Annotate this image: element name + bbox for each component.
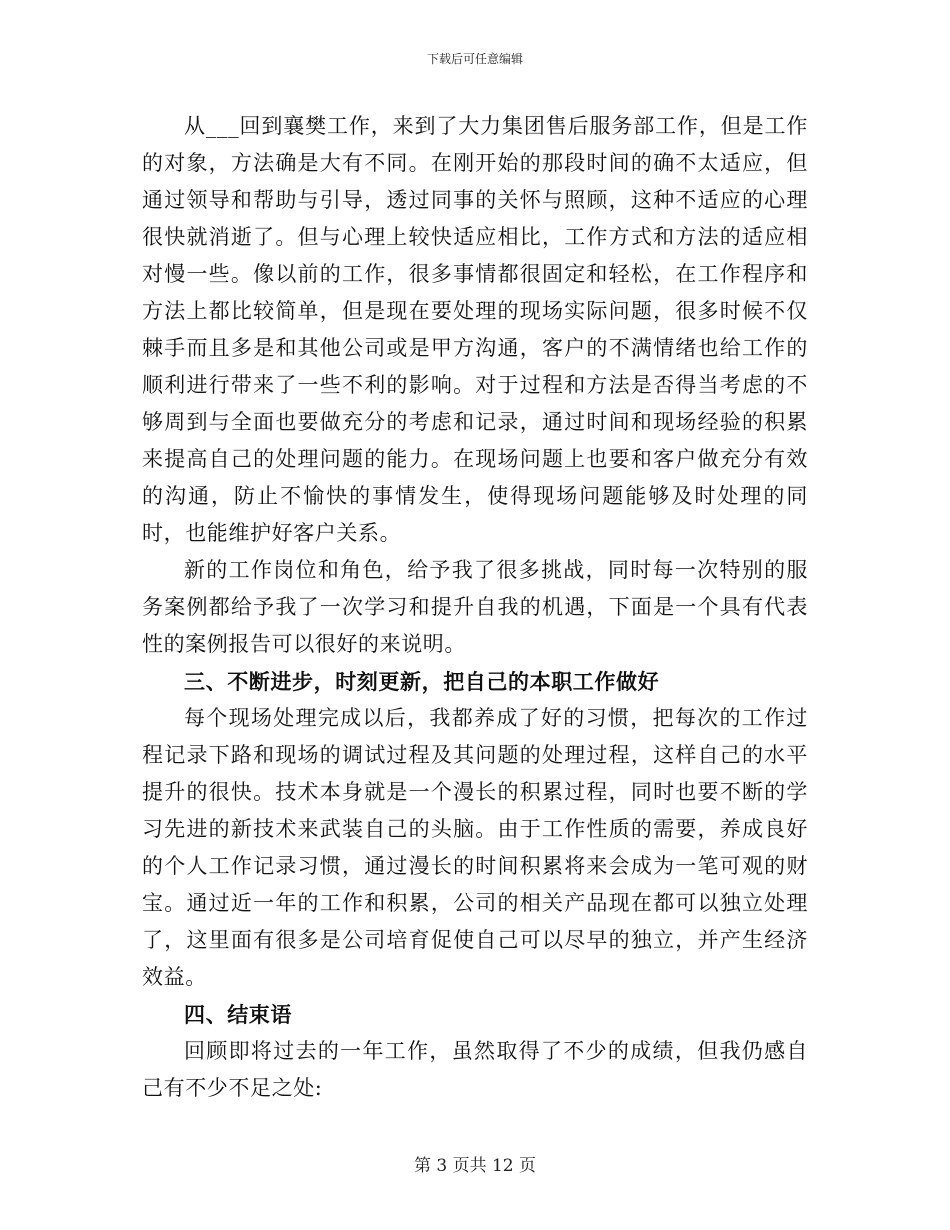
paragraph-work-adaptation: 从___回到襄樊工作，来到了大力集团售后服务部工作，但是工作的对象，方法确是大有不同。在刚开始的那段时间的确不太适应，但通过领导和帮助与引导，透过同事的关怀与照顾，这种不适应的心理很快就消逝了。但与心理上较快适应相比，工作方式和方法的适应相对慢一些。像以前的工作，很多事情都很固定和轻松，在工作程序和方法上都比较简单，但是现在要处理的现场实际问题，很多时候不仅棘手而且多是和其他公司或是甲方沟通，客户的不满情绪也给工作的顺利进行带来了一些不利的影响。对于过程和方法是否得当考虑的不够周到与全面也要做充分的考虑和记录，通过时间和现场经验的积累来提高自己的处理问题的能力。在现场问题上也要和客户做充分有效的沟通，防止不愉快的事情发生，使得现场问题能够及时处理的同时，也能维护好客户关系。 xyxy=(142,114,808,545)
paragraph-new-role: 新的工作岗位和角色，给予我了很多挑战，同时每一次特别的服务案例都给予我了一次学习和提升自我的机遇，下面是一个具有代表性的案例报告可以很好的来说明。 xyxy=(142,558,808,656)
page-number: 第 3 页共 12 页 xyxy=(413,1156,537,1176)
paragraph-conclusion: 回顾即将过去的一年工作，虽然取得了不少的成绩，但我仍感自己有不少不足之处: xyxy=(142,1039,808,1100)
page-header: 下载后可任意编辑 xyxy=(426,52,523,66)
document-body xyxy=(142,108,808,1107)
section-heading-3: 三、不断进步，时刻更新，把自己的本职工作做好 xyxy=(184,669,660,694)
paragraph-progress: 每个现场处理完成以后，我都养成了好的习惯，把每次的工作过程记录下路和现场的调试过程及其问题的处理过程，这样自己的水平提升的很快。技术本身就是一个漫长的积累过程，同时也要不断的学习先进的新技术来武装自己的头脑。由于工作性质的需要，养成良好的个人工作记录习惯，通过漫长的时间积累将来会成为一笔可观的财宝。通过近一年的工作和积累，公司的相关产品现在都可以独立处理了，这里面有很多是公司培育促使自己可以尽早的独立，并产生经济效益。 xyxy=(142,706,808,989)
section-heading-4: 四、结束语 xyxy=(184,1002,292,1027)
